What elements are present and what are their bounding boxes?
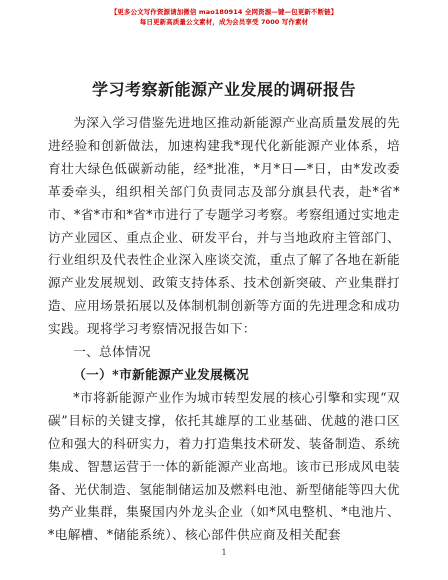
intro-paragraph: 为深入学习借鉴先进地区推动新能源产业高质量发展的先进经验和创新做法，加速构建我*现代化新能源产业体系，培育壮大绿色低碳新动能，经*批准，*月*日—*日，由*发改委革委牵头，组织相关部门负责同志及部分旗县代表，赴*省*市、*省*市和*省*市进行了专题学习考察。考察组通过实地走访产业园区、重点企业、研发平台，并与当地政府主管部门、行业组织及代表性企业深入座谈交流，重点了解了各地在新能源产业发展规划、政策支持体系、技术创新突破、产业集群打造、应用场景拓展以及体制机制创新等方面的先进理念和成功实践。现将学习考察情况报告如下：	[48, 115, 400, 337]
body-paragraph: *市将新能源产业作为城市转型发展的核心引擎和实现“双碳”目标的关键支撑，依托其雄厚的工业基础、优越的港口区位和强大的科研实力，着力打造集技术研发、装备制造、系统集成、智慧运营于一体的新能源产业高地。该市已形成风电装备、光伏制造、氢能制储运加及燃料电池、新型储能等四大优势产业集群，集聚国内外龙头企业（如*风电整机、*电池片、*电解槽、*储能系统）、核心部件供应商及相关配套	[48, 389, 400, 543]
document-body	[48, 112, 400, 547]
subsection-heading: （一）*市新能源产业发展概况	[73, 366, 250, 382]
section-heading: 一、总体情况	[73, 344, 152, 360]
promo-banner	[0, 7, 448, 27]
document-title: 学习考察新能源产业发展的调研报告	[91, 80, 356, 99]
banner-line-1: 【更多公文写作资源请加微信 mao180914 全网资源—键—包更新不断链】	[110, 8, 338, 16]
banner-line-2: 每日更新高质量公文素材，成为会员享受 7000 写作素材	[139, 18, 309, 26]
page-number: 1	[221, 548, 227, 557]
